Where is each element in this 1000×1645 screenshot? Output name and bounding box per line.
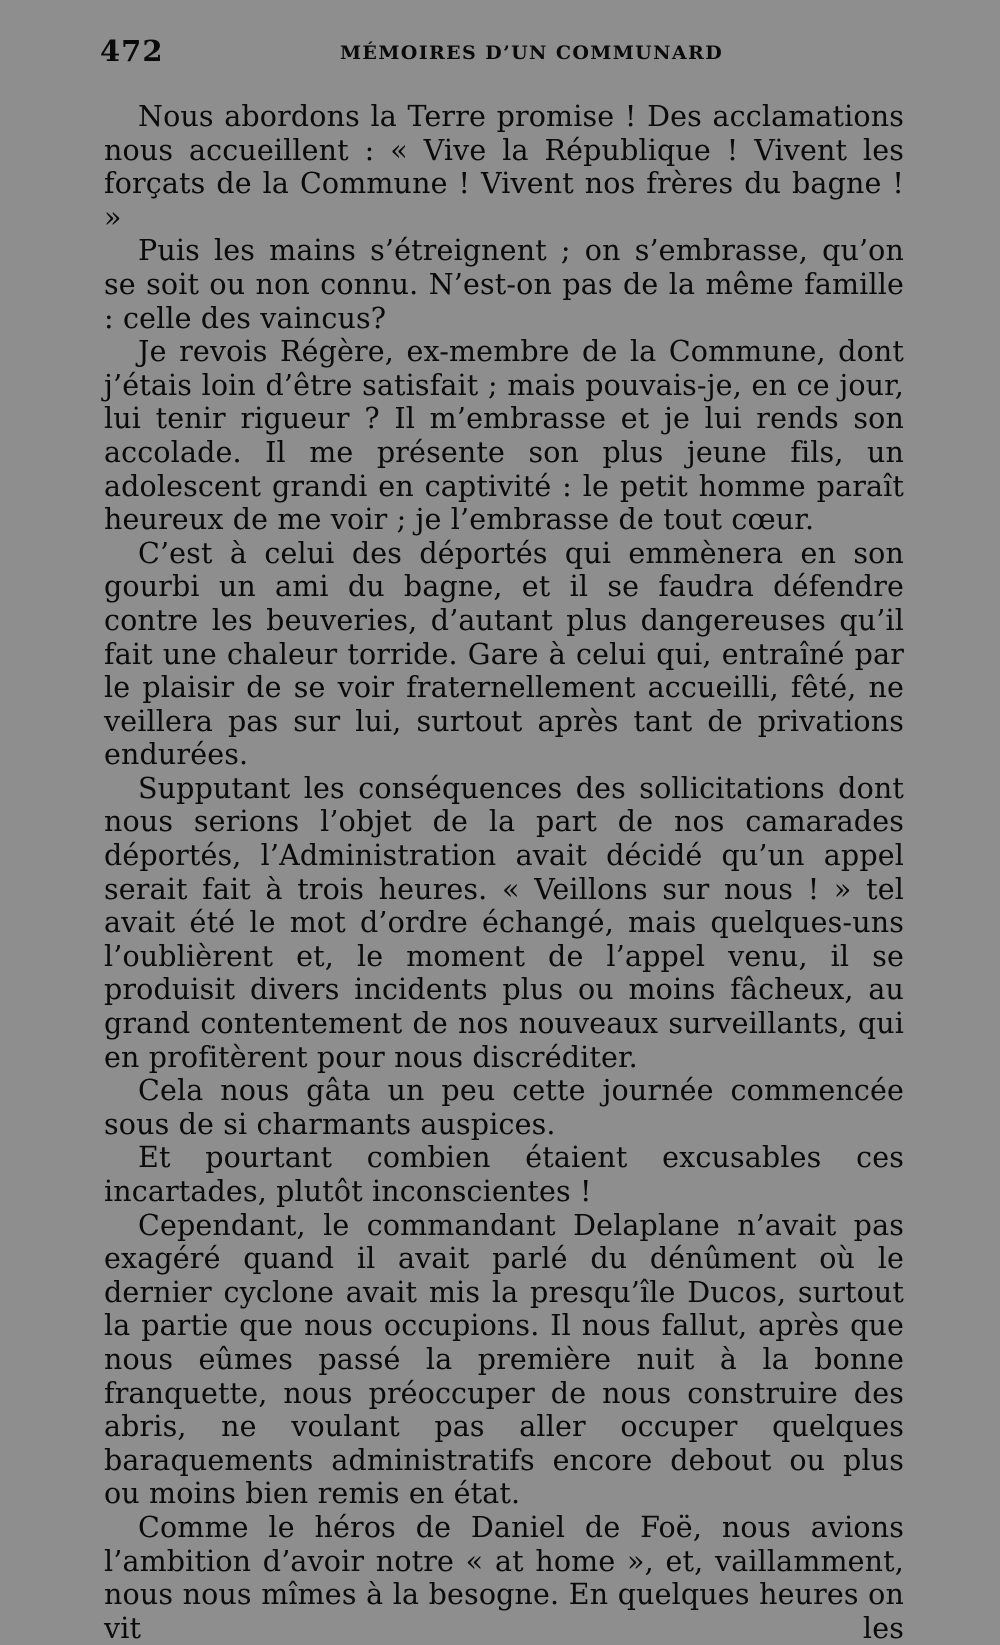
page-header <box>100 34 906 74</box>
paragraph-1: Nous abordons la Terre promise ! Des acclamations nous accueillent : « Vive la République ! Vivent les forçats de la Commune ! Vivent nos frères du bagne ! » <box>104 100 904 234</box>
paragraph-6: Cela nous gâta un peu cette journée commencée sous de si charmants auspices. <box>104 1074 904 1141</box>
paragraph-8: Cependant, le commandant Delaplane n’avait pas exagéré quand il avait parlé du dénûment où le dernier cyclone avait mis la presqu’île Ducos, surtout la partie que nous occupions. Il nous fallut, après que nous eûmes passé la première nuit à la bonne franquette, nous préoccuper de nous construire des abris, ne voulant pas aller occuper quelques baraquements administratifs encore debout ou plus ou moins bien remis en état. <box>104 1208 904 1511</box>
paragraph-4: C’est à celui des déportés qui emmènera en son gourbi un ami du bagne, et il se faudra défendre contre les beuveries, d’autant plus dangereuses qu’il fait une chaleur torride. Gare à celui qui, entraîné par le plaisir de se voir fraternellement accueilli, fêté, ne veillera pas sur lui, surtout après tant de privations endurées. <box>104 536 904 772</box>
paragraph-9: Comme le héros de Daniel de Foë, nous avions l’ambition d’avoir notre « at home », et, vaillamment, nous nous mîmes à la besogne. En quelques heures on vit les <box>104 1510 904 1645</box>
page-number: 472 <box>100 34 164 68</box>
paragraph-3: Je revois Régère, ex-membre de la Commune, dont j’étais loin d’être satisfait ; mais pouvais-je, en ce jour, lui tenir rigueur ? Il m’embrasse et je lui rends son accolade. Il me présente son plus jeune fils, un adolescent grandi en captivité : le petit homme paraît heureux de me voir ; je l’embrasse de tout cœur. <box>104 335 904 537</box>
paragraph-5: Supputant les conséquences des sollicitations dont nous serions l’objet de la part de nos camarades déportés, l’Administration avait décidé qu’un appel serait fait à trois heures. « Veillons sur nous ! » tel avait été le mot d’ordre échangé, mais quelques-uns l’oublièrent et, le moment de l’appel venu, il se produisit divers incidents plus ou moins fâcheux, au grand contentement de nos nouveaux surveillants, qui en profitèrent pour nous discréditer. <box>104 771 904 1074</box>
paragraph-7: Et pourtant combien étaient excusables ces incartades, plutôt inconscientes ! <box>104 1141 904 1208</box>
paragraph-2: Puis les mains s’étreignent ; on s’embrasse, qu’on se soit ou non connu. N’est-on pas de la même famille : celle des vaincus? <box>104 234 904 335</box>
text-body <box>104 100 904 1645</box>
running-title: MÉMOIRES D’UN COMMUNARD <box>340 42 724 64</box>
